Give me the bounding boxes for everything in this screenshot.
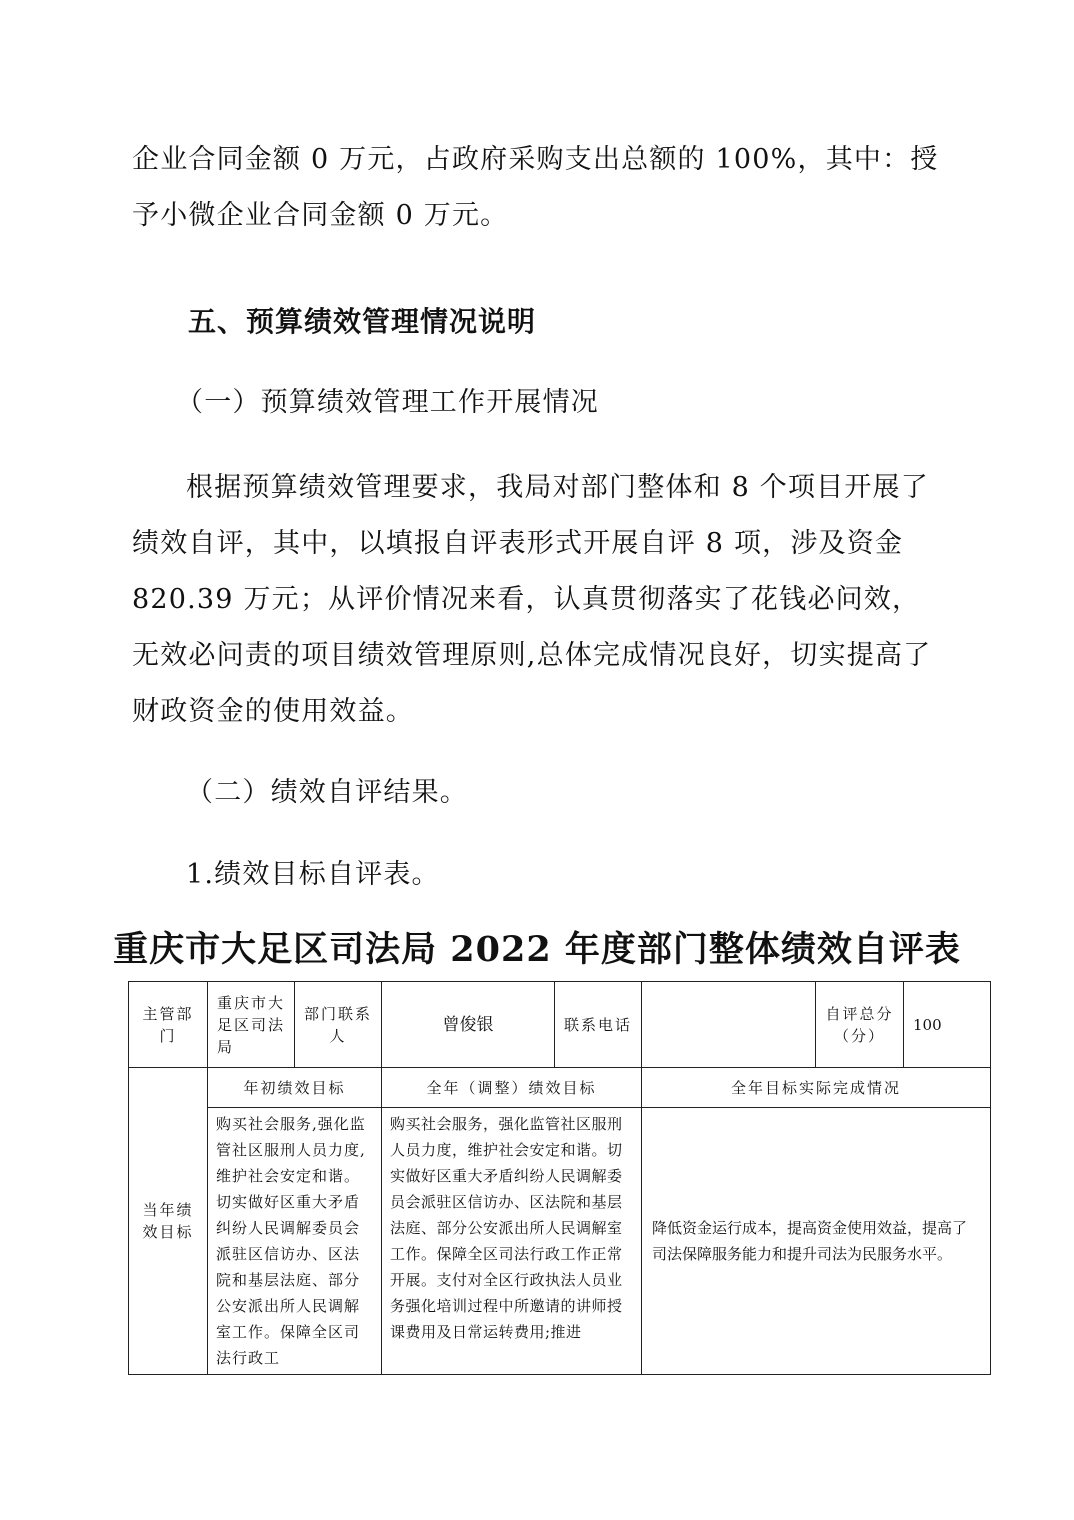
subsection-heading-2: （二）绩效自评结果。 — [186, 777, 468, 808]
subsection-heading-1: （一）预算绩效管理工作开展情况 — [176, 387, 599, 418]
goals-header-row — [129, 1068, 991, 1108]
contact-value-cell: 曾俊银 — [382, 982, 555, 1068]
goals-content-row — [129, 1108, 991, 1375]
paragraph-continuation: 企业合同金额 0 万元，占政府采购支出总额的 100%，其中：授予小微企业合同金额 0 万元。 — [132, 144, 939, 231]
actual-completion-header: 全年目标实际完成情况 — [642, 1068, 991, 1108]
contact-label-cell: 部门联系人 — [295, 982, 382, 1068]
performance-evaluation-table — [128, 981, 991, 1375]
phone-label-cell: 联系电话 — [555, 982, 642, 1068]
actual-completion-text: 降低资金运行成本，提高资金使用效益，提高了司法保障服务能力和提升司法为民服务水平。 — [642, 1108, 991, 1375]
initial-goal-header: 年初绩效目标 — [208, 1068, 382, 1108]
dept-value-cell: 重庆市大足区司法局 — [208, 982, 295, 1068]
header-info-row — [129, 982, 991, 1068]
phone-value-cell — [642, 982, 816, 1068]
score-label-cell: 自评总分（分） — [816, 982, 904, 1068]
subsection-heading-3: 1.绩效目标自评表。 — [186, 859, 440, 890]
paragraph-body: 根据预算绩效管理要求，我局对部门整体和 8 个项目开展了绩效自评，其中，以填报自评表形式开展自评 8 项，涉及资金 820.39 万元；从评价情况来看，认真贯彻落实了花钱必问效，无效必问责的项目绩效管理原则,总体完成情况良好，切实提高了财政资金的使用效益。 — [132, 472, 932, 727]
goals-row-label: 当年绩效目标 — [129, 1068, 208, 1375]
table-title: 重庆市大足区司法局 2022 年度部门整体绩效自评表 — [113, 929, 961, 970]
score-value-cell: 100 — [904, 982, 991, 1068]
initial-goal-text: 购买社会服务,强化监管社区服刑人员力度,维护社会安定和谐。切实做好区重大矛盾纠纷人民调解委员会派驻区信访办、区法院和基层法庭、部分公安派出所人民调解室工作。保障全区司法行政工 — [208, 1108, 382, 1375]
dept-label-cell: 主管部门 — [129, 982, 208, 1068]
adjusted-goal-text: 购买社会服务，强化监管社区服刑人员力度，维护社会安定和谐。切实做好区重大矛盾纠纷人民调解委员会派驻区信访办、区法院和基层法庭、部分公安派出所人民调解室工作。保障全区司法行政工作正常开展。支付对全区行政执法人员业务强化培训过程中所邀请的讲师授课费用及日常运转费用;推进 — [382, 1108, 642, 1375]
section-heading: 五、预算绩效管理情况说明 — [188, 305, 537, 338]
adjusted-goal-header: 全年（调整）绩效目标 — [382, 1068, 642, 1108]
